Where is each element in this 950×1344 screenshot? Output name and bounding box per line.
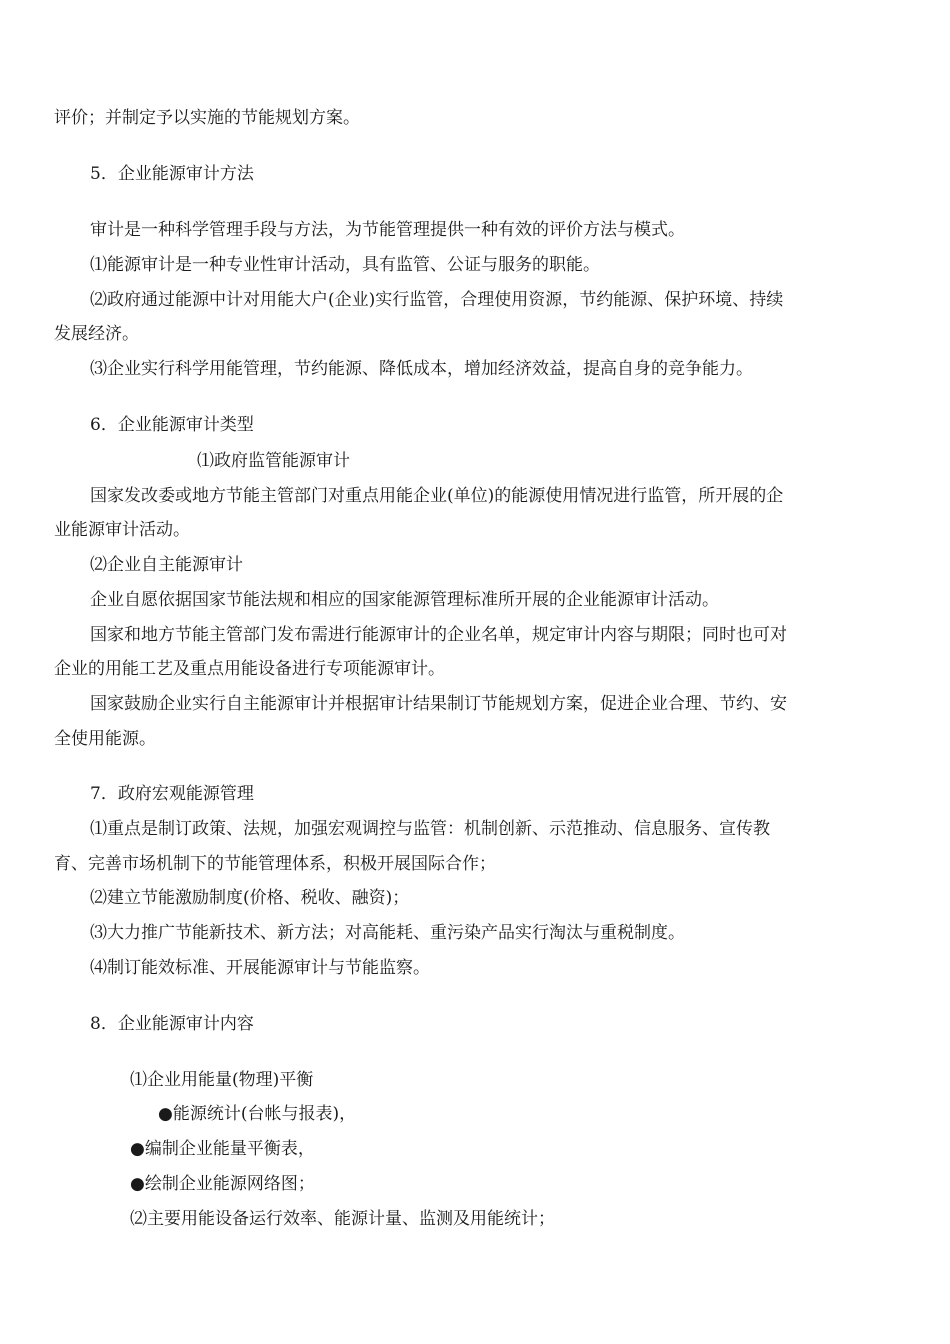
bullet-item: ●绘制企业能源网络图； [130,1174,315,1194]
subheading: ⑴企业用能量(物理)平衡 [130,1070,314,1090]
list-item: ⑶企业实行科学用能管理，节约能源、降低成本，增加经济效益，提高自身的竞争能力。 [90,359,753,379]
text-line: 国家鼓励企业实行自主能源审计并根据审计结果制订节能规划方案，促进企业合理、节约、安 [90,694,787,714]
list-item: ⑵政府通过能源中计对用能大户(企业)实行监管，合理使用资源，节约能源、保护环境、持续 [90,290,784,310]
text-line: 全使用能源。 [54,729,156,749]
text-line: 审计是一种科学管理手段与方法，为节能管理提供一种有效的评价方法与模式。 [90,220,685,240]
list-item: ⑷制订能效标准、开展能源审计与节能监察。 [90,958,430,978]
section-heading: 7．政府宏观能源管理 [90,784,254,804]
text-line: 发展经济。 [54,324,139,344]
subheading: ⑴政府监管能源审计 [197,451,350,471]
bullet-item: ●能源统计(台帐与报表)， [158,1104,357,1124]
list-item: ⑴重点是制订政策、法规，加强宏观调控与监管：机制创新、示范推动、信息服务、宣传教 [90,819,770,839]
section-heading: 5．企业能源审计方法 [90,164,254,184]
section-heading: 6．企业能源审计类型 [90,415,254,435]
list-item: ⑴能源审计是一种专业性审计活动，具有监管、公证与服务的职能。 [90,255,600,275]
text-line: 业能源审计活动。 [54,520,190,540]
list-item: ⑶大力推广节能新技术、新方法；对高能耗、重污染产品实行淘汰与重税制度。 [90,923,685,943]
text-line: 企业的用能工艺及重点用能设备进行专项能源审计。 [54,659,445,679]
text-line: 评价；并制定予以实施的节能规划方案。 [54,108,360,128]
text-line: 育、完善市场机制下的节能管理体系，积极开展国际合作； [54,854,496,874]
text-line: 国家和地方节能主管部门发布需进行能源审计的企业名单，规定审计内容与期限；同时也可对 [90,625,787,645]
subheading: ⑵企业自主能源审计 [90,555,243,575]
bullet-item: ●编制企业能量平衡表， [130,1139,315,1159]
text-line: 国家发改委或地方节能主管部门对重点用能企业(单位)的能源使用情况进行监管，所开展的企 [90,486,784,506]
list-item: ⑵建立节能激励制度(价格、税收、融资)； [90,888,410,908]
section-heading: 8．企业能源审计内容 [90,1014,254,1034]
text-line: 企业自愿依据国家节能法规和相应的国家能源管理标准所开展的企业能源审计活动。 [90,590,719,610]
list-item: ⑵主要用能设备运行效率、能源计量、监测及用能统计； [130,1209,555,1229]
